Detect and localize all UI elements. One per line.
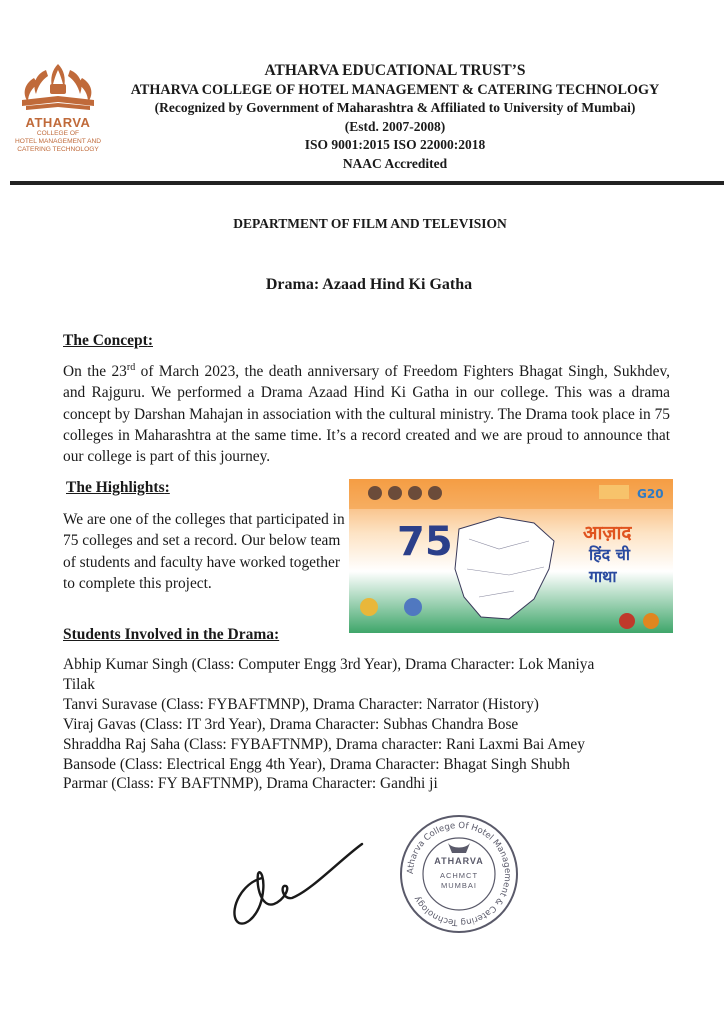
logo-name: ATHARVA bbox=[25, 115, 91, 130]
poster-number: 75 bbox=[397, 519, 453, 565]
department-title: DEPARTMENT OF FILM AND TELEVISION bbox=[233, 216, 507, 231]
college-logo bbox=[6, 60, 110, 160]
naac-line: NAAC Accredited bbox=[342, 155, 448, 171]
established-line: (Estd. 2007-2008) bbox=[344, 118, 446, 134]
iso-line: ISO 9001:2015 ISO 22000:2018 bbox=[304, 137, 486, 152]
poster-g20-logo: G20 bbox=[637, 487, 664, 501]
recognition-line: (Recognized by Government of Maharashtra & Affiliated to University of Mumbai) bbox=[154, 100, 636, 115]
list-item: Parmar (Class: FY BAFTNMP), Drama Character: Gandhi ji bbox=[63, 775, 438, 793]
list-item: Tanvi Suravase (Class: FYBAFTMNP), Drama Character: Narrator (History) bbox=[63, 695, 539, 713]
logo-subtitle: COLLEGE OF HOTEL MANAGEMENT AND CATERING TECHNOLOGY bbox=[14, 130, 102, 153]
highlights-heading: The Highlights: bbox=[66, 479, 170, 496]
seal-code: ACHMCT MUMBAI bbox=[439, 871, 479, 890]
seal-name: ATHARVA bbox=[434, 856, 484, 866]
trust-name: ATHARVA EDUCATIONAL TRUST’S bbox=[264, 62, 526, 79]
college-name: ATHARVA COLLEGE OF HOTEL MANAGEMENT & CATERING TECHNOLOGY bbox=[130, 81, 660, 98]
concept-paragraph: On the 23rd of March 2023, the death anniversary of Freedom Fighters Bhagat Singh, Sukhdev, and Rajguru. We performed a Drama Azaad Hind Ki Gatha in our college. This was a drama concept by Darshan Mahajan in association with the cultural ministry. The Drama took place in 75 colleges in Maharashtra at the same time. It’s a record created and we are proud to announce that our college is part of this journey. bbox=[63, 361, 670, 466]
drama-poster-image bbox=[349, 479, 673, 633]
poster-hindi-title: आज़ाद bbox=[583, 522, 632, 544]
drama-title: Drama: Azaad Hind Ki Gatha bbox=[265, 276, 473, 293]
list-item: Bansode (Class: Electrical Engg 4th Year), Drama Character: Bhagat Singh Shubh bbox=[63, 755, 570, 773]
concept-heading: The Concept: bbox=[63, 332, 153, 349]
poster-hindi-title-2: हिंद ची bbox=[589, 545, 631, 564]
list-item: Viraj Gavas (Class: IT 3rd Year), Drama Character: Subhas Chandra Bose bbox=[63, 715, 519, 733]
students-heading: Students Involved in the Drama: bbox=[63, 626, 280, 643]
list-item: Tilak bbox=[63, 675, 95, 693]
poster-hindi-title-3: गाथा bbox=[589, 567, 617, 586]
list-item: Shraddha Raj Saha (Class: FYBAFTNMP), Drama character: Rani Laxmi Bai Amey bbox=[63, 735, 585, 753]
letterhead bbox=[110, 62, 680, 173]
students-list bbox=[63, 655, 663, 794]
header-divider bbox=[10, 181, 724, 185]
signature bbox=[222, 838, 367, 933]
logo-emblem-icon bbox=[6, 60, 110, 116]
highlights-paragraph: We are one of the colleges that participated in 75 colleges and set a record. Our below team of students and faculty have worked together to complete this project. bbox=[63, 511, 345, 592]
list-item: Abhip Kumar Singh (Class: Computer Engg 3rd Year), Drama Character: Lok Maniya bbox=[63, 656, 595, 673]
seal-ring-text: Atharva College Of Hotel Management & Catering Technology bbox=[405, 820, 513, 928]
